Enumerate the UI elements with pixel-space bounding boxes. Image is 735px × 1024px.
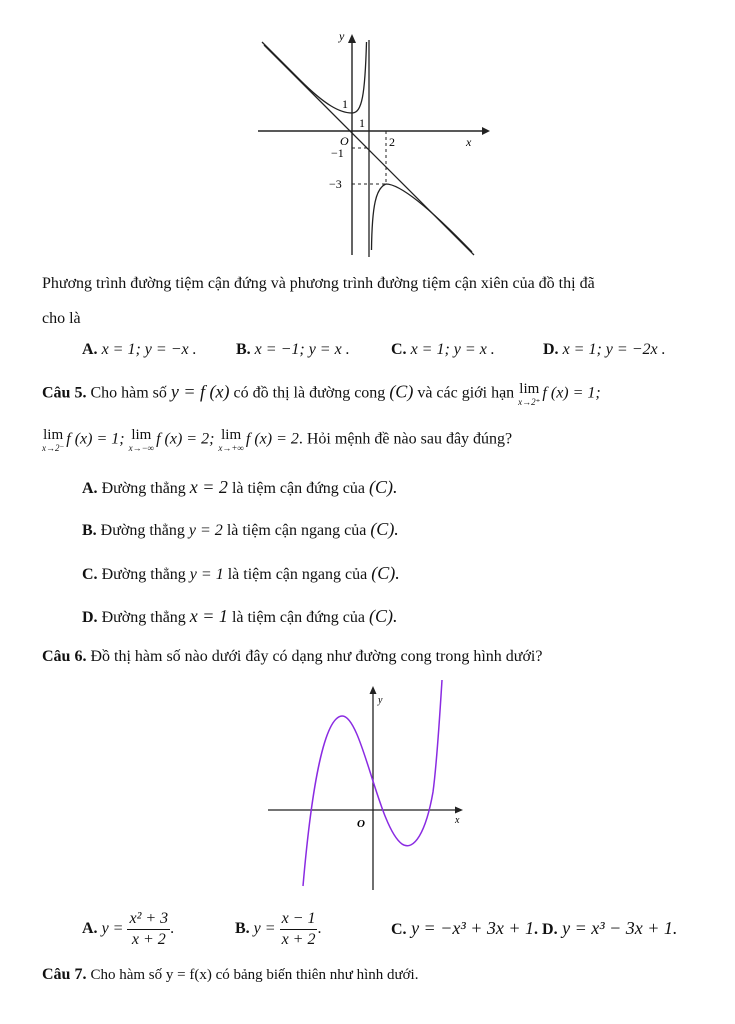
q6-option-a-lhs: y = — [101, 920, 124, 937]
x-axis-label: x — [455, 815, 460, 826]
q5-stem-line1 — [42, 381, 601, 407]
q6-option-b-lhs: y = — [253, 920, 276, 937]
q5-option-d-curve: (C). — [369, 606, 398, 626]
left-branch — [262, 42, 367, 113]
q5-option-b-key: B. — [82, 522, 97, 539]
q5-option-b-post: là tiệm cận ngang của — [226, 522, 367, 539]
q5-option-d-post: là tiệm cận đứng của — [231, 609, 365, 626]
q5-intro: Cho hàm số — [90, 384, 167, 402]
q5-option-a-post: là tiệm cận đứng của — [231, 480, 365, 497]
q6-option-b-den: x + 2 — [281, 930, 316, 948]
asymptote-graph — [0, 0, 735, 270]
q5-option-a-math: x = 2 — [189, 477, 228, 497]
q5-option-b-curve: (C). — [370, 519, 399, 539]
q5-lim2: lim x→2⁻ — [42, 427, 65, 453]
q5-lim3-expr: f (x) = 2; — [156, 430, 215, 448]
q5-limits-intro: và các giới hạn — [417, 384, 515, 402]
q5-lim2-expr: f (x) = 1; — [66, 430, 125, 448]
right-branch — [372, 184, 473, 252]
q5-lim4-expr: f (x) = 2 — [245, 430, 299, 448]
q6-option-d-value: y = x³ − 3x + 1. — [562, 918, 678, 938]
q4-option-c[interactable] — [391, 340, 495, 360]
origin-label: O — [340, 134, 349, 148]
q4-option-d-key: D. — [543, 341, 559, 358]
q6-option-b-tail: . — [317, 920, 322, 937]
q6-option-a-tail: . — [170, 920, 175, 937]
q4-option-a-value: x = 1; y = −x . — [101, 341, 197, 358]
y-axis-label: y — [339, 29, 345, 43]
tick-x-1: 1 — [359, 116, 365, 130]
q5-option-a[interactable] — [82, 477, 398, 499]
q5-mid: có đồ thị là đường cong — [233, 384, 386, 402]
q4-option-b[interactable] — [236, 340, 350, 360]
q4-text-line2: cho là — [42, 310, 81, 327]
q5-option-b-pre: Đường thẳng — [100, 522, 185, 539]
q5-option-b-math: y = 2 — [188, 522, 223, 539]
q5-option-c-curve: (C). — [371, 563, 400, 583]
q5-stem-line2 — [42, 427, 512, 453]
tick-x-2: 2 — [389, 135, 395, 149]
q7-label: Câu 7. — [42, 966, 87, 983]
q5-option-b[interactable] — [82, 519, 399, 541]
q6-option-b-key: B. — [235, 920, 250, 937]
q5-label: Câu 5. — [42, 384, 87, 402]
q5-option-a-curve: (C). — [369, 477, 398, 497]
cubic-graph — [0, 672, 735, 902]
q7-text: Cho hàm số y = f(x) có bảng biến thiên như hình dưới. — [90, 967, 419, 983]
q4-option-d[interactable] — [543, 340, 666, 360]
y-axis-arrow — [348, 34, 356, 43]
q6-option-b[interactable] — [235, 907, 321, 951]
q4-option-b-value: x = −1; y = x . — [254, 341, 350, 358]
q5-option-a-key: A. — [82, 480, 98, 497]
q6-option-a-key: A. — [82, 920, 98, 937]
q6-label: Câu 6. — [42, 648, 87, 665]
q4-option-d-value: x = 1; y = −2x . — [562, 341, 666, 358]
q7-stem — [42, 965, 418, 985]
q5-option-d[interactable] — [82, 606, 398, 628]
q5-option-c-post: là tiệm cận ngang của — [227, 566, 368, 583]
q6-option-c-key: C. — [391, 921, 407, 938]
q5-option-c-key: C. — [82, 566, 98, 583]
q5-option-c-math: y = 1 — [189, 566, 224, 583]
q6-option-a-den: x + 2 — [131, 930, 166, 948]
origin-label: O — [357, 818, 365, 830]
q5-option-c[interactable] — [82, 563, 400, 585]
q5-lim3: lim x→−∞ — [128, 427, 155, 453]
q6-option-c[interactable] — [391, 918, 677, 940]
q6-option-b-fraction — [280, 909, 318, 950]
q5-func: y = f (x) — [170, 381, 230, 402]
tick-y-m1: −1 — [331, 146, 344, 160]
q4-option-c-key: C. — [391, 341, 407, 358]
q4-option-c-value: x = 1; y = x . — [410, 341, 495, 358]
y-axis-label: y — [378, 695, 383, 706]
q6-text: Đồ thị hàm số nào dưới đây có dạng như đường cong trong hình dưới? — [90, 648, 543, 665]
x-axis-arrow — [482, 127, 490, 135]
x-axis-label: x — [466, 135, 472, 149]
q5-curve: (C) — [389, 381, 414, 402]
q6-option-a-fraction — [127, 909, 170, 950]
q4-text-line1: Phương trình đường tiệm cận đứng và phương trình đường tiệm cận xiên của đồ thị đã — [42, 275, 595, 292]
q6-option-a-num: x² + 3 — [127, 909, 170, 930]
q4-option-a[interactable] — [82, 340, 197, 360]
q5-option-c-pre: Đường thẳng — [101, 566, 186, 583]
q4-option-b-key: B. — [236, 341, 251, 358]
q6-option-a[interactable] — [82, 907, 174, 951]
x-axis-arrow — [455, 807, 463, 814]
q5-option-d-pre: Đường thẳng — [101, 609, 186, 626]
q5-lim1: lim x→2⁺ — [518, 381, 541, 407]
q5-lim4: lim x→+∞ — [218, 427, 244, 453]
q6-option-d-key: . D. — [534, 921, 558, 938]
q6-option-b-num: x − 1 — [280, 909, 318, 930]
q5-option-a-pre: Đường thẳng — [101, 480, 186, 497]
q5-option-d-key: D. — [82, 609, 98, 626]
q6-option-c-value: y = −x³ + 3x + 1 — [411, 918, 535, 938]
q5-question: . Hỏi mệnh đề nào sau đây đúng? — [298, 430, 513, 448]
q5-lim1-expr: f (x) = 1; — [542, 384, 601, 402]
q4-option-a-key: A. — [82, 341, 98, 358]
y-axis-arrow — [370, 686, 377, 694]
q5-option-d-math: x = 1 — [189, 606, 228, 626]
tick-y-1: 1 — [342, 97, 348, 111]
q6-stem — [42, 647, 542, 667]
tick-y-m3: −3 — [329, 177, 342, 191]
